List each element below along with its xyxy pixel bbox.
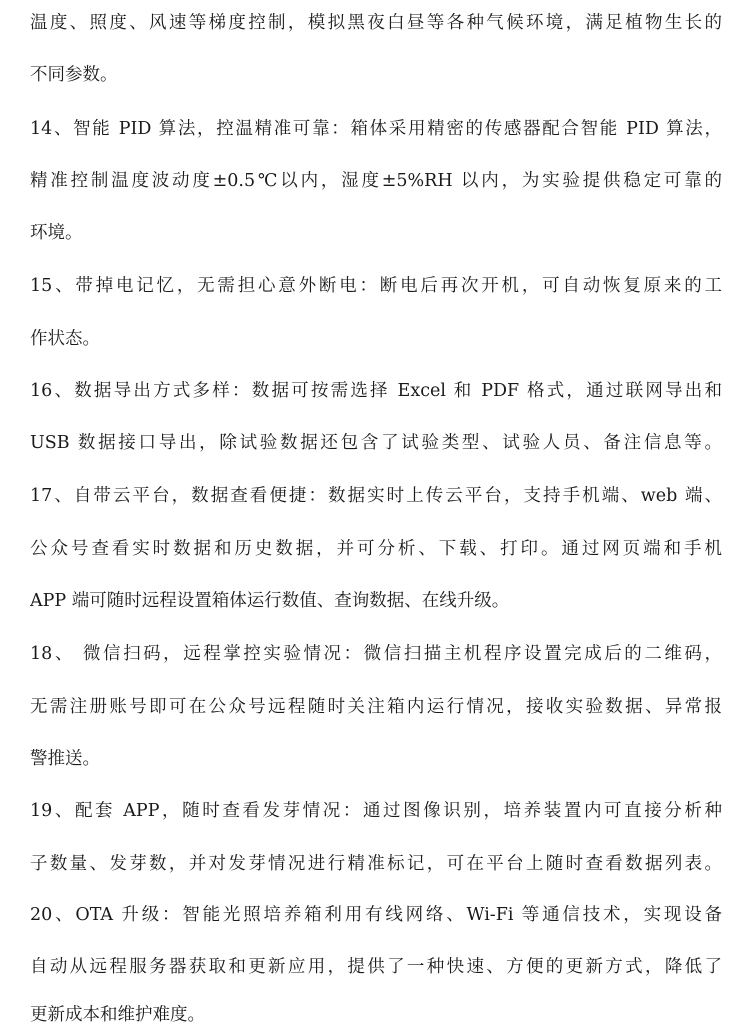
text-line: 不同参数。 bbox=[30, 65, 118, 85]
text-line: 无需注册账号即可在公众号远程随时关注箱内运行情况，接收实验数据、异常报 bbox=[30, 697, 722, 717]
text-line: 自动从远程服务器获取和更新应用，提供了一种快速、方便的更新方式，降低了 bbox=[30, 957, 722, 977]
text-line: 16、数据导出方式多样：数据可按需选择 Excel 和 PDF 格式，通过联网导出和 bbox=[30, 381, 722, 401]
text-line: 20、OTA 升级：智能光照培养箱利用有线网络、Wi-Fi 等通信技术，实现设备 bbox=[30, 905, 722, 925]
text-line: 17、自带云平台，数据查看便捷：数据实时上传云平台，支持手机端、web 端、 bbox=[30, 486, 722, 506]
text-line: 作状态。 bbox=[30, 329, 100, 349]
text-line: 18、 微信扫码，远程掌控实验情况：微信扫描主机程序设置完成后的二维码， bbox=[30, 644, 722, 664]
text-line: 子数量、发芽数，并对发芽情况进行精准标记，可在平台上随时查看数据列表。 bbox=[30, 854, 722, 874]
text-line: APP 端可随时远程设置箱体运行数值、查询数据、在线升级。 bbox=[30, 591, 510, 611]
text-line: 19、配套 APP，随时查看发芽情况：通过图像识别，培养装置内可直接分析种 bbox=[30, 801, 722, 821]
text-line: 14、智能 PID 算法，控温精准可靠：箱体采用精密的传感器配合智能 PID 算法， bbox=[30, 119, 722, 139]
text-line: 温度、照度、风速等梯度控制，模拟黑夜白昼等各种气候环境，满足植物生长的 bbox=[30, 13, 722, 33]
text-line: 15、带掉电记忆，无需担心意外断电：断电后再次开机，可自动恢复原来的工 bbox=[30, 276, 722, 296]
text-line: 更新成本和维护难度。 bbox=[30, 1005, 205, 1025]
text-line: 精准控制温度波动度±0.5℃以内，湿度±5%RH 以内，为实验提供稳定可靠的 bbox=[30, 171, 722, 191]
text-line: 警推送。 bbox=[30, 749, 100, 769]
text-line: USB 数据接口导出，除试验数据还包含了试验类型、试验人员、备注信息等。 bbox=[30, 433, 722, 453]
text-line: 环境。 bbox=[30, 223, 83, 243]
text-line: 公众号查看实时数据和历史数据，并可分析、下载、打印。通过网页端和手机 bbox=[30, 539, 722, 559]
